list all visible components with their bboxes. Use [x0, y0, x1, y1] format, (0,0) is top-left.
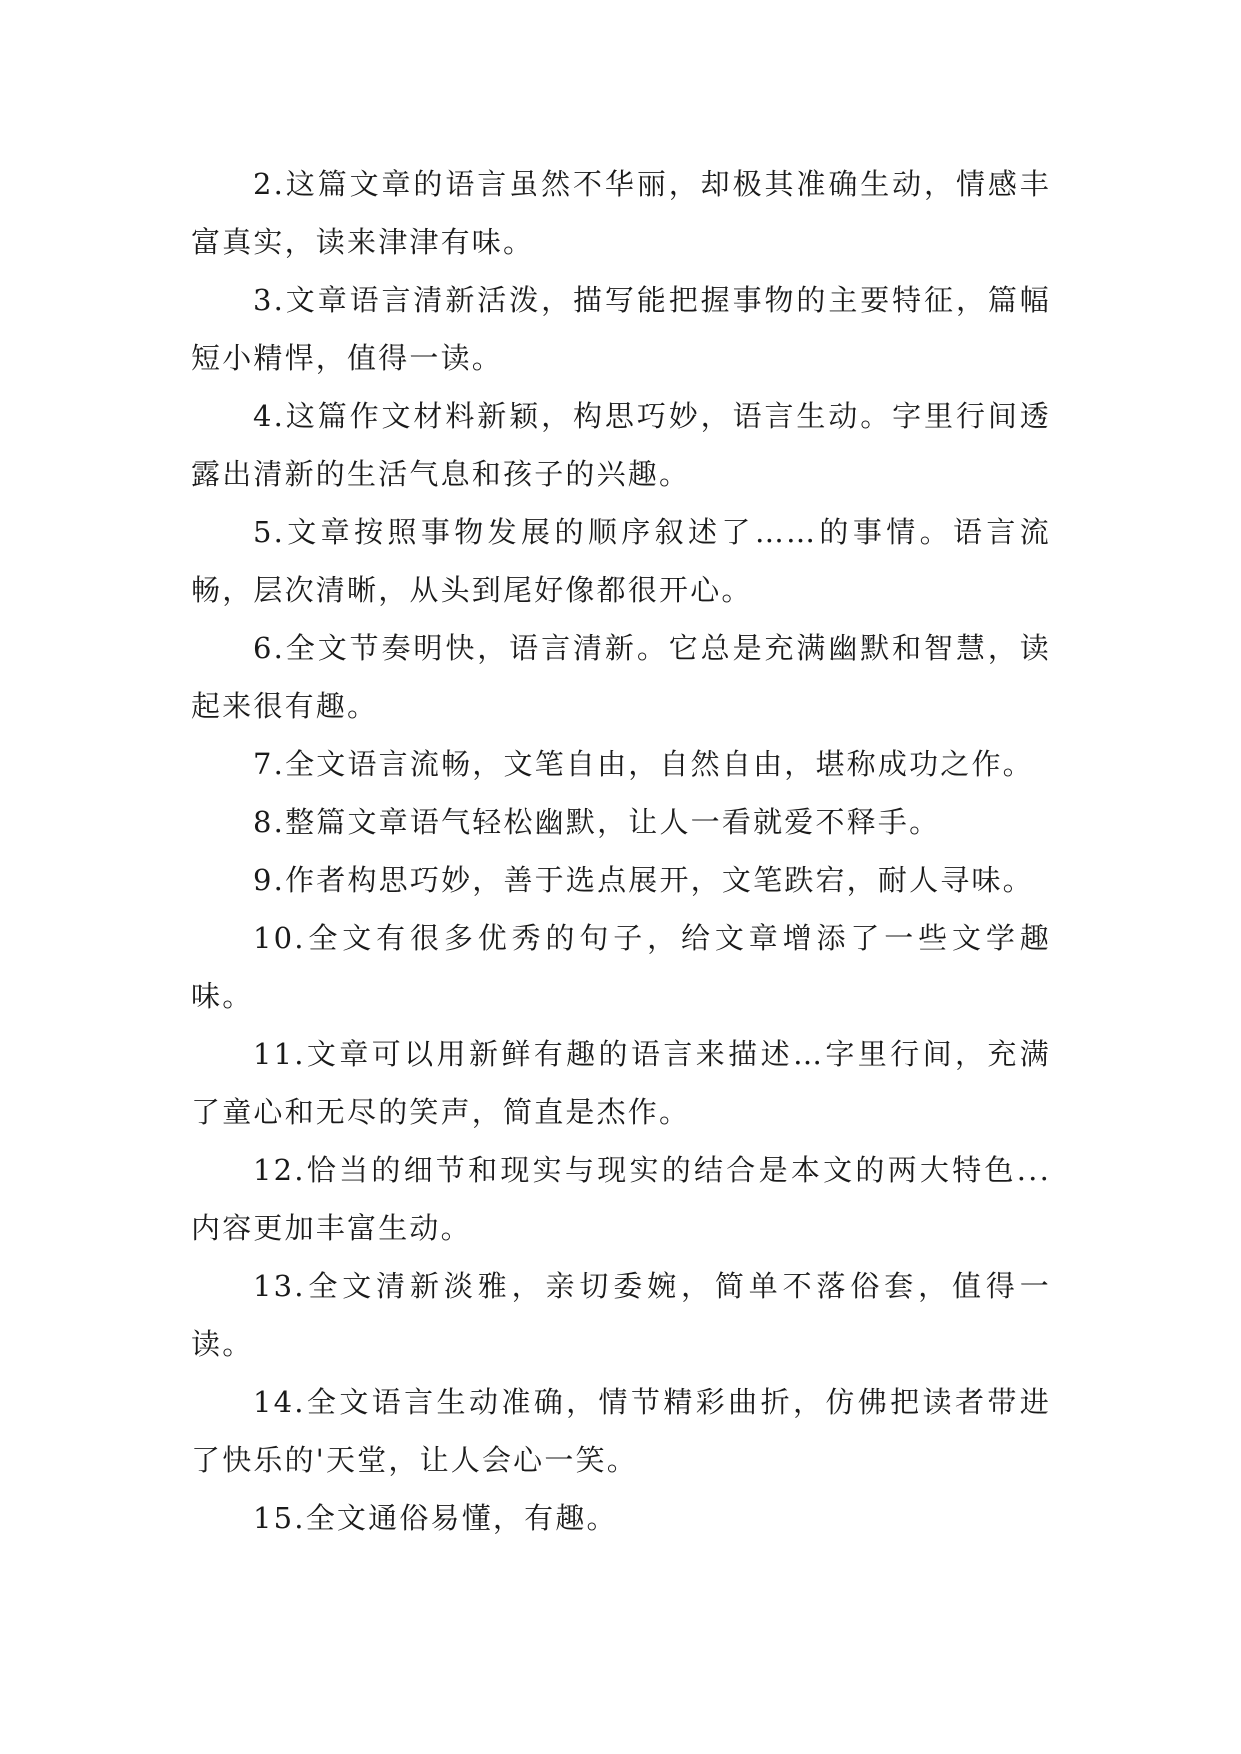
paragraph-8: 8.整篇文章语气轻松幽默，让人一看就爱不释手。: [253, 805, 941, 839]
paragraph-6: 6.全文节奏明快，语言清新。它总是充满幽默和智慧，读起来很有趣。: [191, 631, 1051, 723]
document-body: [191, 155, 1051, 1547]
paragraph-12: 12.恰当的细节和现实与现实的结合是本文的两大特色...内容更加丰富生动。: [191, 1153, 1051, 1245]
paragraph-9: 9.作者构思巧妙，善于选点展开，文笔跌宕，耐人寻味。: [253, 863, 1034, 897]
paragraph-5: 5.文章按照事物发展的顺序叙述了……的事情。语言流畅，层次清晰，从头到尾好像都很开心。: [191, 515, 1051, 607]
paragraph-4: 4.这篇作文材料新颖，构思巧妙，语言生动。字里行间透露出清新的生活气息和孩子的兴趣。: [191, 399, 1051, 491]
paragraph-10: 10.全文有很多优秀的句子，给文章增添了一些文学趣味。: [191, 921, 1051, 1013]
paragraph-3: 3.文章语言清新活泼，描写能把握事物的主要特征，篇幅短小精悍，值得一读。: [191, 283, 1051, 375]
paragraph-14: 14.全文语言生动准确，情节精彩曲折，仿佛把读者带进了快乐的'天堂，让人会心一笑。: [191, 1385, 1051, 1477]
paragraph-7: 7.全文语言流畅，文笔自由，自然自由，堪称成功之作。: [253, 747, 1034, 781]
paragraph-2: 2.这篇文章的语言虽然不华丽，却极其准确生动，情感丰富真实，读来津津有味。: [191, 167, 1051, 259]
paragraph-13: 13.全文清新淡雅，亲切委婉，简单不落俗套，值得一读。: [191, 1269, 1051, 1361]
paragraph-11: 11.文章可以用新鲜有趣的语言来描述…字里行间，充满了童心和无尽的笑声，简直是杰作。: [191, 1037, 1051, 1129]
paragraph-15: 15.全文通俗易懂，有趣。: [253, 1501, 618, 1535]
